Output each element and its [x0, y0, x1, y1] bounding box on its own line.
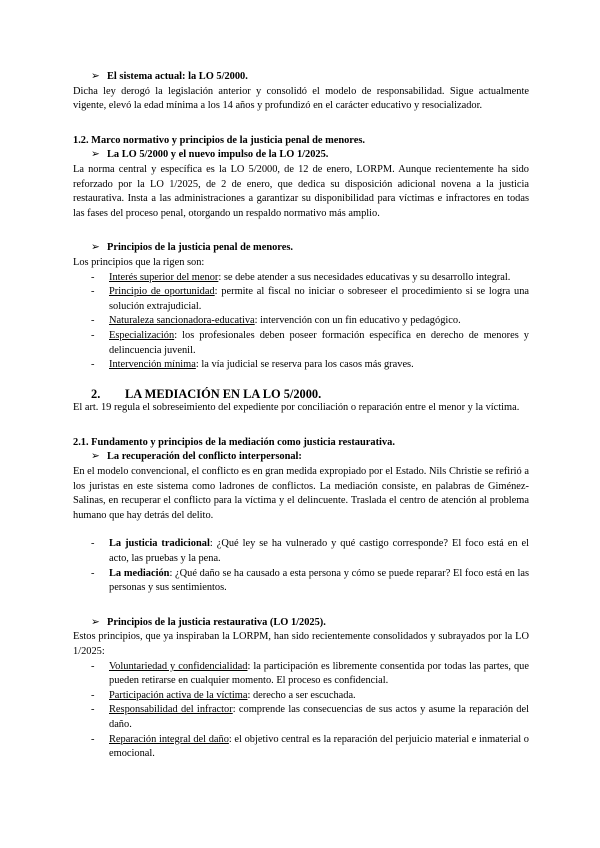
list-item: - Naturaleza sancionadora-educativa: intervención con un fin educativo y pedagógico.: [109, 314, 529, 329]
list-item: - Voluntariedad y confidencialidad: la participación es libremente consentida por todas las partes, que pueden retirarse en cualquier momento. El proceso es confidencial.: [109, 660, 529, 689]
arrow-bullet-icon: ➢: [91, 616, 100, 628]
paragraph-modelo-convencional: En el modelo convencional, el conflicto es en gran medida expropiado por el Estado. Nils Christie se refirió a los juristas en este sistema como ladrones de conflictos. La mediación consiste, en palabras de Giménez-Salinas, en recuperar el conflicto para la víctima y el delincuente. Traslada el centro de atención al problema humano que hay detrás del delito.: [73, 466, 529, 521]
paragraph-sistema-actual: Dicha ley derogó la legislación anterior y consolidó el modelo de responsabilidad. Sigue actualmente vigente, elevó la edad mínima a los 14 años y profundizó en el carácter educativo y resocializador.: [73, 85, 529, 112]
subheading-recuperacion: ➢ La recuperación del conflicto interpersonal:: [73, 450, 529, 465]
subheading-lo-5-2000: ➢ La LO 5/2000 y el nuevo impulso de la LO 1/2025.: [73, 148, 529, 163]
paragraph-art-19: El art. 19 regula el sobreseimiento del expediente por conciliación o reparación entre el menor y la víctima.: [73, 402, 520, 414]
arrow-bullet-icon: ➢: [91, 149, 100, 161]
list-item: - Reparación integral del daño: el objetivo central es la reparación del perjuicio material e inmaterial o emocional.: [109, 733, 529, 762]
heading-section-2: 2. LA MEDIACIÓN EN LA LO 5/2000.: [91, 386, 322, 401]
heading-principios-restaurativa: ➢ Principios de la justicia restaurativa (LO 1/2025).: [73, 616, 529, 631]
principios-list: [73, 271, 529, 373]
list-item: - Principio de oportunidad: permite al fiscal no iniciar o sobreseer el procedimiento si se logra una solución extrajudicial.: [109, 285, 529, 314]
comparison-list: [73, 537, 529, 595]
paragraph-norma-central: La norma central y específica es la LO 5/2000, de 12 de enero, LORPM. Aunque recientemente ha sido reforzado por la LO 1/2025, de 2 de enero, que dedica su disposición adicional novena a la justicia restaurativa. Insta a las administraciones a garantizar su disponibilidad para víctimas e infractores en todas las fases del proceso penal, otorgando un respaldo normativo más amplio.: [73, 163, 529, 219]
restaurativa-intro: Estos principios, que ya inspiraban la LORPM, han sido recientemente consolidados y subrayados por la LO 1/2025:: [73, 631, 529, 657]
list-item: - Participación activa de la víctima: derecho a ser escuchada.: [109, 689, 529, 704]
arrow-bullet-icon: ➢: [91, 242, 100, 254]
heading-sistema-actual: ➢ El sistema actual: la LO 5/2000.: [73, 70, 529, 85]
list-item: - La justicia tradicional: ¿Qué ley se ha vulnerado y qué castigo corresponde? El foco está en el acto, las pruebas y la pena.: [109, 537, 529, 566]
principios-intro: Los principios que la rigen son:: [73, 256, 205, 268]
list-item: - La mediación: ¿Qué daño se ha causado a esta persona y cómo se puede reparar? El foco está en las personas y sus sentimientos.: [109, 567, 529, 596]
list-item: - Especialización: los profesionales deben poseer formación específica en derecho de menores y delincuencia juvenil.: [109, 329, 529, 358]
list-item: - Intervención mínima: la vía judicial se reserva para los casos más graves.: [109, 358, 529, 373]
arrow-bullet-icon: ➢: [91, 451, 100, 463]
list-item: - Interés superior del menor: se debe atender a sus necesidades educativas y su desarrollo integral.: [109, 271, 529, 286]
heading-principios-penal: ➢ Principios de la justicia penal de menores.: [73, 241, 529, 256]
heading-2-1: 2.1. Fundamento y principios de la mediación como justicia restaurativa.: [73, 436, 395, 448]
list-item: - Responsabilidad del infractor: comprende las consecuencias de sus actos y asume la reparación del daño.: [109, 703, 529, 732]
page-content: [73, 70, 529, 762]
heading-1-2: 1.2. Marco normativo y principios de la justicia penal de menores.: [73, 134, 365, 146]
arrow-bullet-icon: ➢: [91, 71, 100, 82]
restaurativa-list: [73, 660, 529, 762]
